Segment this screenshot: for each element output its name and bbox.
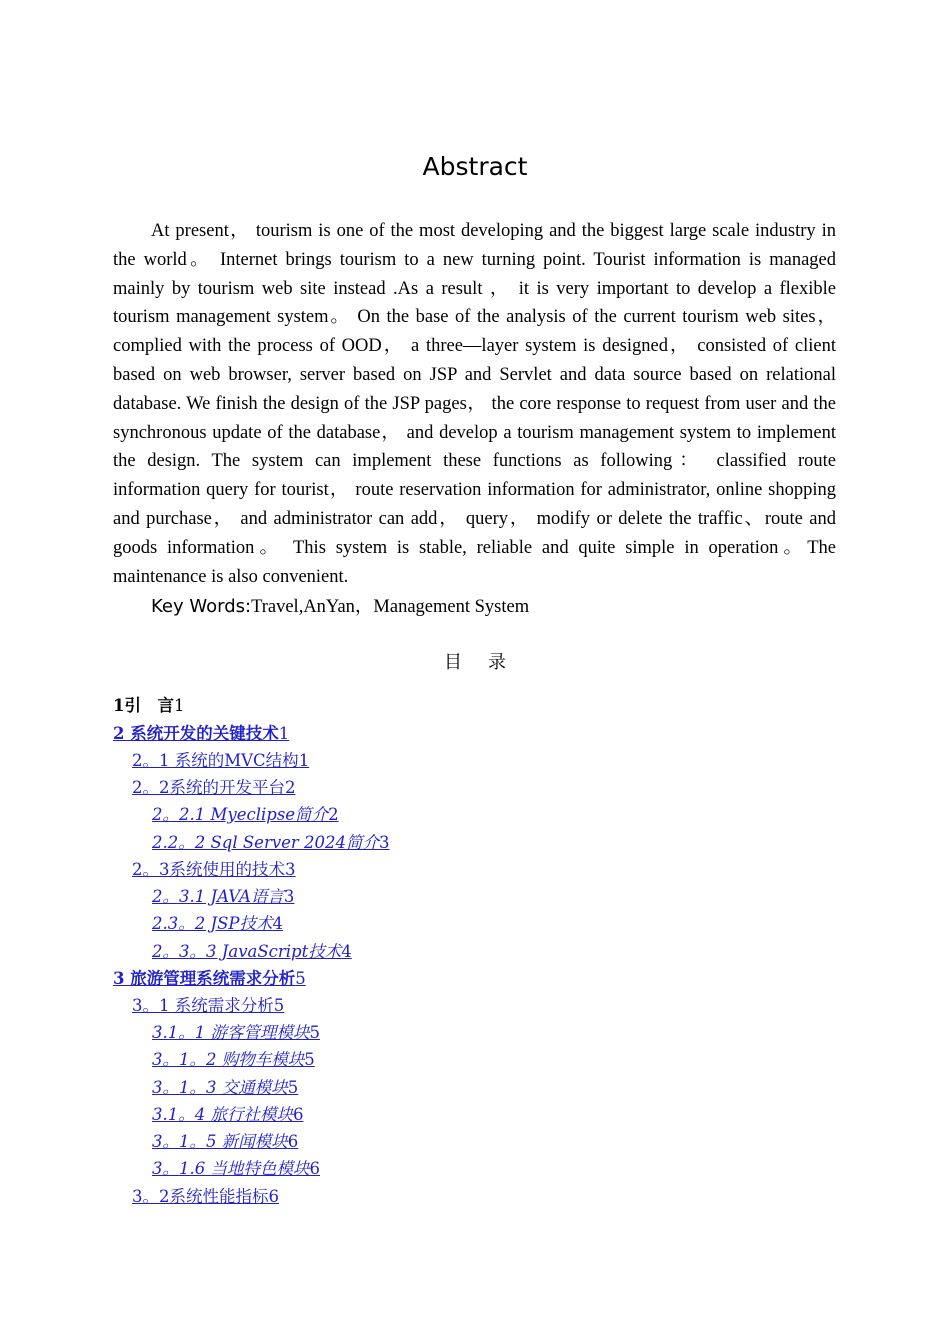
toc-link[interactable] — [152, 914, 283, 933]
keywords-label: Key Words: — [151, 596, 252, 617]
toc-link[interactable] — [152, 805, 339, 824]
toc-link[interactable] — [152, 1105, 303, 1124]
toc-entry-title: 3。1.6 当地特色模块 — [152, 1159, 310, 1178]
toc-entry-page: 4 — [341, 942, 352, 961]
toc-entry[interactable] — [152, 1101, 303, 1128]
toc-entry-page: 3 — [379, 833, 390, 852]
toc-entry-title: 3.1。4 旅行社模块 — [152, 1105, 293, 1124]
toc-title-char-1: 目 — [444, 652, 462, 673]
toc-entry-page: 1 — [278, 724, 290, 743]
toc-entry-title: 2。1 系统的MVC结构 — [132, 751, 299, 770]
toc-entry-page: 5 — [273, 996, 285, 1015]
toc-entry[interactable] — [152, 801, 339, 828]
toc-entry-intro — [113, 692, 184, 719]
toc-entry-title: 2 系统开发的关键技术 — [113, 724, 279, 743]
keywords-line — [151, 592, 529, 618]
toc-entry-page: 4 — [272, 914, 284, 933]
toc-link[interactable] — [152, 887, 294, 906]
toc-entry-page: 2 — [285, 778, 296, 797]
toc-entry[interactable] — [132, 747, 309, 774]
toc-entry[interactable] — [152, 1074, 298, 1101]
toc-entry-title: 2。3。3 JavaScript技术 — [152, 942, 342, 961]
toc-entry-title: 3。1。3 交通模块 — [152, 1078, 288, 1097]
toc-entry[interactable] — [152, 938, 352, 965]
toc-entry[interactable] — [132, 774, 296, 801]
toc-link[interactable] — [152, 942, 352, 961]
toc-entry[interactable] — [152, 910, 283, 937]
toc-entry-title: 3。1。2 购物车模块 — [152, 1050, 305, 1069]
toc-entry-title: 2。2.1 Myeclipse简介 — [152, 805, 329, 824]
toc-entry[interactable] — [152, 829, 390, 856]
toc-title — [0, 648, 950, 674]
toc-entry-title: 3.1。1 游客管理模块 — [152, 1023, 310, 1042]
toc-entry[interactable] — [113, 720, 289, 747]
toc-entry-title: 2。2系统的开发平台 — [132, 778, 285, 797]
toc-entry[interactable] — [132, 992, 284, 1019]
toc-entry-page: 2 — [328, 805, 339, 824]
toc-link[interactable] — [113, 969, 306, 988]
toc-entry-title: 3。2系统性能指标 — [132, 1187, 269, 1206]
toc-entry[interactable] — [152, 883, 294, 910]
toc-entry[interactable] — [152, 1019, 320, 1046]
toc-entry-title: 1引 言 — [113, 696, 174, 715]
toc-entry[interactable] — [152, 1155, 320, 1182]
toc-link[interactable] — [152, 833, 390, 852]
toc-entry-page: 6 — [287, 1132, 299, 1151]
toc-link[interactable] — [152, 1050, 315, 1069]
toc-entry-title: 3 旅游管理系统需求分析 — [113, 969, 296, 988]
toc-entry-page: 5 — [304, 1050, 315, 1069]
toc-link[interactable] — [132, 1187, 279, 1206]
toc-entry-page: 3 — [283, 887, 295, 906]
toc-link[interactable] — [113, 724, 289, 743]
toc-link[interactable] — [152, 1159, 320, 1178]
toc-link[interactable] — [132, 996, 284, 1015]
toc-entry[interactable] — [132, 856, 296, 883]
toc-entry-page: 5 — [309, 1023, 320, 1042]
toc-link[interactable] — [132, 860, 296, 879]
toc-link[interactable] — [132, 778, 296, 797]
toc-entry[interactable] — [132, 1183, 279, 1210]
abstract-title: Abstract — [422, 152, 528, 181]
toc-entry[interactable] — [113, 965, 306, 992]
toc-entry-page: 5 — [295, 969, 306, 988]
keywords-value: Travel,AnYan，Management System — [251, 597, 530, 617]
toc-entry-page: 5 — [287, 1078, 299, 1097]
toc-entry-page: 3 — [285, 860, 296, 879]
toc-entry[interactable] — [152, 1046, 315, 1073]
toc-entry-page: 6 — [268, 1187, 279, 1206]
toc-link[interactable] — [152, 1132, 298, 1151]
toc-entry-title: 2。3.1 JAVA语言 — [152, 887, 284, 906]
toc-entry-title: 3。1。5 新闻模块 — [152, 1132, 288, 1151]
toc-link[interactable] — [132, 751, 309, 770]
toc-entry-page: 6 — [292, 1105, 304, 1124]
toc-entry-page: 1 — [298, 751, 310, 770]
toc-entry-page: 1 — [173, 696, 185, 715]
toc-link[interactable] — [152, 1078, 298, 1097]
abstract-body: At present， tourism is one of the most developing and the biggest large scale industry in the world。 Internet brings tourism to a new turning point. Tourist information is managed mainly by tourism web site instead .As a result ， it is very important to develop a flexible tourism management system。 On the base of the analysis of the current tourism web sites， complied with the process of OOD， a three—layer system is designed， consisted of client based on web browser, server based on JSP and Servlet and data source based on relational database. We finish the design of the JSP pages， the core response to request from user and the synchronous update of the database， and develop a tourism management system to implement the design. The system can implement these functions as following： classified route information query for tourist， route reservation information for administrator, online shopping and purchase， and administrator can add， query， modify or delete the traffic、route and goods information。 This system is stable, reliable and quite simple in operation。The maintenance is also convenient. — [113, 221, 836, 587]
toc-entry-title: 2。3系统使用的技术 — [132, 860, 285, 879]
toc-entry-title: 2.3。2 JSP技术 — [152, 914, 273, 933]
toc-entry-page: 6 — [309, 1159, 320, 1178]
toc-entry[interactable] — [152, 1128, 298, 1155]
toc-title-char-2: 录 — [488, 652, 506, 673]
toc-link[interactable] — [152, 1023, 320, 1042]
toc-entry-title: 2.2。2 Sql Server 2024简介 — [152, 833, 380, 852]
toc-entry-title: 3。1 系统需求分析 — [132, 996, 274, 1015]
